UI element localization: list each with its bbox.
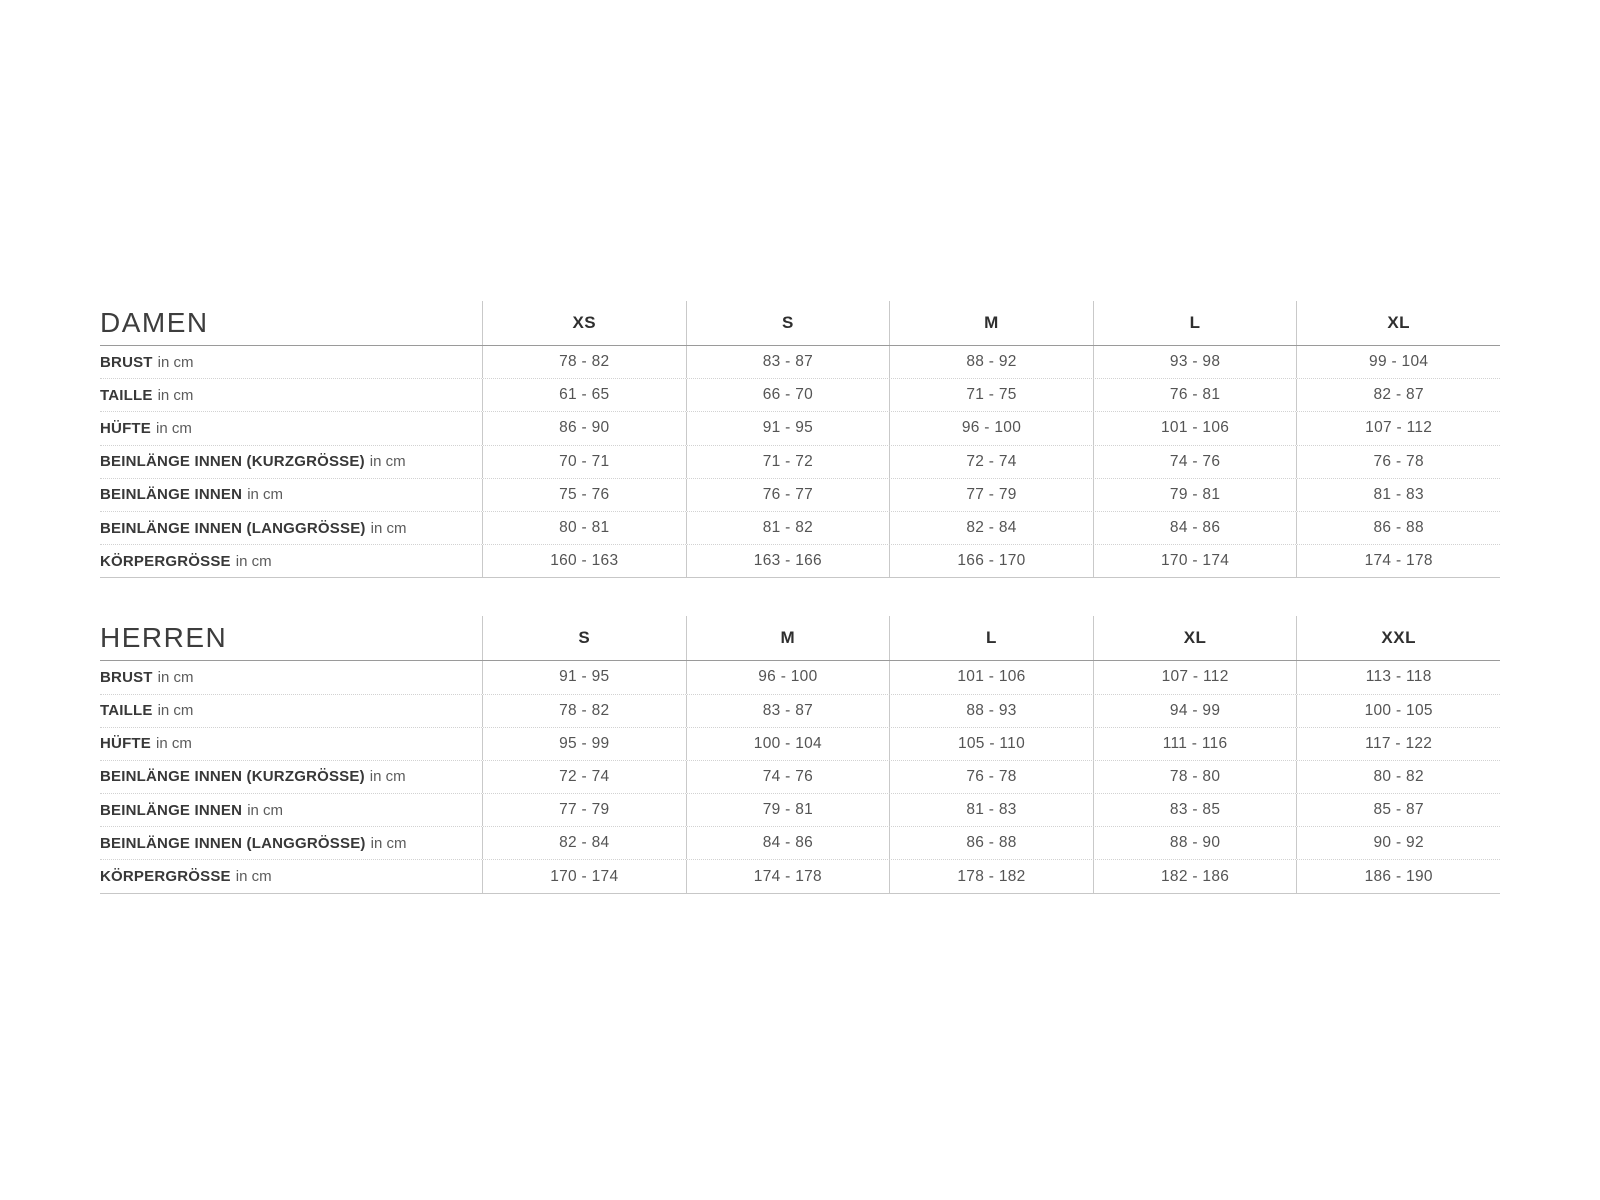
measurement-value: 94 - 99 bbox=[1093, 695, 1297, 727]
table-row-taille bbox=[100, 379, 1500, 412]
row-label: BEINLÄNGE INNEN bbox=[100, 486, 243, 504]
measurement-value: 90 - 92 bbox=[1296, 827, 1500, 859]
measurement-value: 99 - 104 bbox=[1296, 346, 1500, 378]
row-label-cell bbox=[100, 860, 482, 892]
measurement-value: 113 - 118 bbox=[1296, 661, 1500, 693]
measurement-value: 85 - 87 bbox=[1296, 794, 1500, 826]
row-unit: in cm bbox=[247, 801, 284, 819]
measurement-value: 83 - 87 bbox=[686, 346, 890, 378]
size-column-header-xxl: XXL bbox=[1296, 616, 1500, 660]
measurement-value: 76 - 77 bbox=[686, 479, 890, 511]
measurement-value: 86 - 90 bbox=[482, 412, 686, 444]
row-unit: in cm bbox=[235, 552, 272, 570]
damen-header-row bbox=[100, 301, 1500, 346]
row-unit: in cm bbox=[369, 453, 406, 471]
table-row-brust bbox=[100, 346, 1500, 379]
measurement-value: 91 - 95 bbox=[686, 412, 890, 444]
table-row-beinlaenge-lang bbox=[100, 827, 1500, 860]
measurement-value: 182 - 186 bbox=[1093, 860, 1297, 892]
herren-header-row bbox=[100, 616, 1500, 661]
table-title-damen: DAMEN bbox=[100, 307, 209, 338]
measurement-value: 82 - 84 bbox=[482, 827, 686, 859]
row-label: BEINLÄNGE INNEN (KURZGRÖSSE) bbox=[100, 768, 365, 786]
measurement-value: 117 - 122 bbox=[1296, 728, 1500, 760]
measurement-value: 75 - 76 bbox=[482, 479, 686, 511]
row-label-cell bbox=[100, 728, 482, 760]
measurement-value: 82 - 84 bbox=[889, 512, 1093, 544]
measurement-value: 76 - 78 bbox=[889, 761, 1093, 793]
row-label: KÖRPERGRÖSSE bbox=[100, 552, 231, 570]
row-label: HÜFTE bbox=[100, 419, 151, 437]
row-unit: in cm bbox=[247, 486, 284, 504]
row-label-cell bbox=[100, 379, 482, 411]
size-column-header-l: L bbox=[1093, 301, 1297, 345]
measurement-value: 88 - 90 bbox=[1093, 827, 1297, 859]
measurement-value: 76 - 78 bbox=[1296, 446, 1500, 478]
row-unit: in cm bbox=[156, 419, 192, 437]
measurement-value: 105 - 110 bbox=[889, 728, 1093, 760]
measurement-value: 101 - 106 bbox=[1093, 412, 1297, 444]
measurement-value: 163 - 166 bbox=[686, 545, 890, 577]
measurement-value: 100 - 104 bbox=[686, 728, 890, 760]
table-row-koerpergroesse bbox=[100, 545, 1500, 578]
measurement-value: 80 - 82 bbox=[1296, 761, 1500, 793]
row-label-cell bbox=[100, 661, 482, 693]
herren-title-cell bbox=[100, 616, 482, 660]
measurement-value: 93 - 98 bbox=[1093, 346, 1297, 378]
measurement-value: 74 - 76 bbox=[1093, 446, 1297, 478]
measurement-value: 88 - 93 bbox=[889, 695, 1093, 727]
size-column-header-m: M bbox=[889, 301, 1093, 345]
measurement-value: 70 - 71 bbox=[482, 446, 686, 478]
measurement-value: 111 - 116 bbox=[1093, 728, 1297, 760]
table-row-beinlaenge bbox=[100, 794, 1500, 827]
measurement-value: 77 - 79 bbox=[889, 479, 1093, 511]
row-unit: in cm bbox=[157, 386, 194, 404]
size-column-header-m: M bbox=[686, 616, 890, 660]
damen-title-cell bbox=[100, 301, 482, 345]
measurement-value: 86 - 88 bbox=[889, 827, 1093, 859]
measurement-value: 66 - 70 bbox=[686, 379, 890, 411]
measurement-value: 95 - 99 bbox=[482, 728, 686, 760]
measurement-value: 84 - 86 bbox=[1093, 512, 1297, 544]
measurement-value: 186 - 190 bbox=[1296, 860, 1500, 892]
table-row-huefte bbox=[100, 412, 1500, 445]
measurement-value: 174 - 178 bbox=[686, 860, 890, 892]
row-label: KÖRPERGRÖSSE bbox=[100, 868, 231, 886]
row-label-cell bbox=[100, 412, 482, 444]
measurement-value: 81 - 82 bbox=[686, 512, 890, 544]
measurement-value: 83 - 85 bbox=[1093, 794, 1297, 826]
measurement-value: 76 - 81 bbox=[1093, 379, 1297, 411]
measurement-value: 100 - 105 bbox=[1296, 695, 1500, 727]
size-column-header-xl: XL bbox=[1093, 616, 1297, 660]
row-label: BEINLÄNGE INNEN bbox=[100, 801, 243, 819]
measurement-value: 71 - 75 bbox=[889, 379, 1093, 411]
size-column-header-l: L bbox=[889, 616, 1093, 660]
measurement-value: 96 - 100 bbox=[686, 661, 890, 693]
measurement-value: 61 - 65 bbox=[482, 379, 686, 411]
measurement-value: 77 - 79 bbox=[482, 794, 686, 826]
size-column-header-s: S bbox=[482, 616, 686, 660]
measurement-value: 79 - 81 bbox=[1093, 479, 1297, 511]
row-unit: in cm bbox=[157, 668, 194, 686]
row-label: BRUST bbox=[100, 353, 153, 371]
damen-size-table bbox=[100, 301, 1500, 578]
measurement-value: 96 - 100 bbox=[889, 412, 1093, 444]
measurement-value: 71 - 72 bbox=[686, 446, 890, 478]
measurement-value: 74 - 76 bbox=[686, 761, 890, 793]
measurement-value: 81 - 83 bbox=[1296, 479, 1500, 511]
size-column-header-xl: XL bbox=[1296, 301, 1500, 345]
row-label-cell bbox=[100, 346, 482, 378]
table-row-beinlaenge-kurz bbox=[100, 761, 1500, 794]
measurement-value: 88 - 92 bbox=[889, 346, 1093, 378]
measurement-value: 101 - 106 bbox=[889, 661, 1093, 693]
measurement-value: 80 - 81 bbox=[482, 512, 686, 544]
table-title-herren: HERREN bbox=[100, 622, 228, 654]
row-unit: in cm bbox=[369, 768, 406, 786]
measurement-value: 78 - 82 bbox=[482, 346, 686, 378]
row-unit: in cm bbox=[157, 353, 194, 371]
row-label: HÜFTE bbox=[100, 735, 151, 753]
table-row-beinlaenge-lang bbox=[100, 512, 1500, 545]
table-row-brust bbox=[100, 661, 1500, 694]
size-chart-page bbox=[100, 301, 1500, 894]
row-label-cell bbox=[100, 695, 482, 727]
measurement-value: 160 - 163 bbox=[482, 545, 686, 577]
measurement-value: 79 - 81 bbox=[686, 794, 890, 826]
table-row-beinlaenge-kurz bbox=[100, 446, 1500, 479]
row-label: BRUST bbox=[100, 668, 153, 686]
measurement-value: 83 - 87 bbox=[686, 695, 890, 727]
measurement-value: 81 - 83 bbox=[889, 794, 1093, 826]
row-label-cell bbox=[100, 827, 482, 859]
measurement-value: 174 - 178 bbox=[1296, 545, 1500, 577]
measurement-value: 72 - 74 bbox=[889, 446, 1093, 478]
measurement-value: 78 - 82 bbox=[482, 695, 686, 727]
row-unit: in cm bbox=[370, 834, 407, 852]
measurement-value: 86 - 88 bbox=[1296, 512, 1500, 544]
measurement-value: 170 - 174 bbox=[1093, 545, 1297, 577]
herren-size-table bbox=[100, 616, 1500, 893]
row-label-cell bbox=[100, 479, 482, 511]
measurement-value: 84 - 86 bbox=[686, 827, 890, 859]
measurement-value: 166 - 170 bbox=[889, 545, 1093, 577]
measurement-value: 91 - 95 bbox=[482, 661, 686, 693]
measurement-value: 72 - 74 bbox=[482, 761, 686, 793]
row-label-cell bbox=[100, 794, 482, 826]
row-label: BEINLÄNGE INNEN (KURZGRÖSSE) bbox=[100, 453, 365, 471]
row-label-cell bbox=[100, 512, 482, 544]
row-label-cell bbox=[100, 545, 482, 577]
measurement-value: 82 - 87 bbox=[1296, 379, 1500, 411]
row-unit: in cm bbox=[156, 735, 192, 753]
row-label-cell bbox=[100, 446, 482, 478]
row-label-cell bbox=[100, 761, 482, 793]
measurement-value: 178 - 182 bbox=[889, 860, 1093, 892]
row-label: BEINLÄNGE INNEN (LANGGRÖSSE) bbox=[100, 519, 366, 537]
measurement-value: 107 - 112 bbox=[1093, 661, 1297, 693]
table-row-beinlaenge bbox=[100, 479, 1500, 512]
table-row-taille bbox=[100, 695, 1500, 728]
row-label: TAILLE bbox=[100, 386, 153, 404]
row-label: BEINLÄNGE INNEN (LANGGRÖSSE) bbox=[100, 834, 366, 852]
row-unit: in cm bbox=[370, 519, 407, 537]
row-label: TAILLE bbox=[100, 702, 153, 720]
table-row-koerpergroesse bbox=[100, 860, 1500, 893]
size-column-header-xs: XS bbox=[482, 301, 686, 345]
measurement-value: 107 - 112 bbox=[1296, 412, 1500, 444]
row-unit: in cm bbox=[235, 868, 272, 886]
measurement-value: 170 - 174 bbox=[482, 860, 686, 892]
size-column-header-s: S bbox=[686, 301, 890, 345]
row-unit: in cm bbox=[157, 702, 194, 720]
table-row-huefte bbox=[100, 728, 1500, 761]
measurement-value: 78 - 80 bbox=[1093, 761, 1297, 793]
